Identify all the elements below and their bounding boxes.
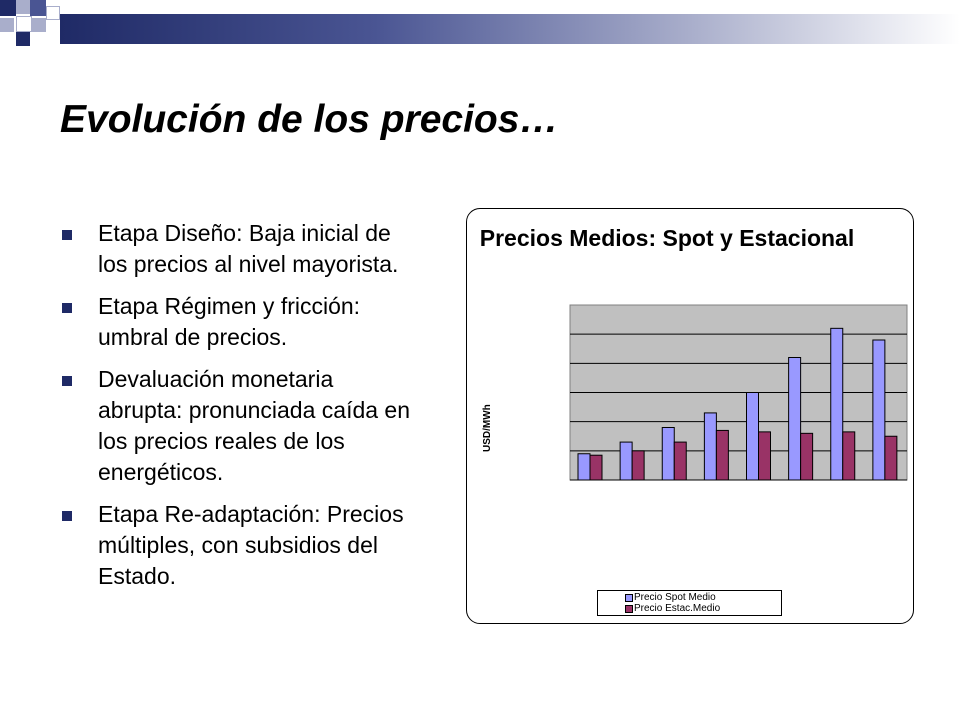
corner-square-1 xyxy=(0,0,16,16)
y-axis-label: USD/MWh xyxy=(482,404,493,452)
legend-entry-estacional xyxy=(634,603,720,614)
corner-square-4 xyxy=(0,18,14,32)
slide-title: Evolución de los precios… xyxy=(60,98,559,141)
bullet-square-icon xyxy=(62,303,72,313)
corner-square-3 xyxy=(30,0,46,16)
corner-square-8 xyxy=(46,6,60,20)
legend-label-spot: Precio Spot Medio xyxy=(634,592,716,603)
bullet-list xyxy=(62,218,422,603)
legend-label-estacional: Precio Estac.Medio xyxy=(634,603,721,614)
corner-square-2 xyxy=(16,0,30,14)
bullet-text: Etapa Diseño: Baja inicial de los precios al nivel mayorista. xyxy=(98,220,399,277)
corner-square-5 xyxy=(16,16,32,32)
bullet-item xyxy=(62,291,422,353)
bullet-item xyxy=(62,499,422,592)
bullet-text: Devaluación monetaria abrupta: pronunciada caída en los precios reales de los energéticos. xyxy=(98,366,411,485)
bullet-text: Etapa Re-adaptación: Precios múltiples, con subsidios del Estado. xyxy=(98,501,404,589)
legend-swatch-estacional xyxy=(625,605,633,613)
chart-title: Precios Medios: Spot y Estacional xyxy=(479,225,855,251)
bullet-square-icon xyxy=(62,511,72,521)
chart-legend xyxy=(597,590,782,616)
corner-square-7 xyxy=(16,32,30,46)
bullet-square-icon xyxy=(62,376,72,386)
bullet-item xyxy=(62,218,422,280)
bullet-text: Etapa Régimen y fricción: umbral de precios. xyxy=(98,293,361,350)
corner-square-6 xyxy=(32,18,46,32)
chart-container xyxy=(466,208,914,624)
header-gradient-bar xyxy=(60,14,960,44)
bullet-square-icon xyxy=(62,230,72,240)
legend-entry-spot xyxy=(634,592,716,603)
bullet-item xyxy=(62,364,422,488)
legend-swatch-spot xyxy=(625,594,633,602)
